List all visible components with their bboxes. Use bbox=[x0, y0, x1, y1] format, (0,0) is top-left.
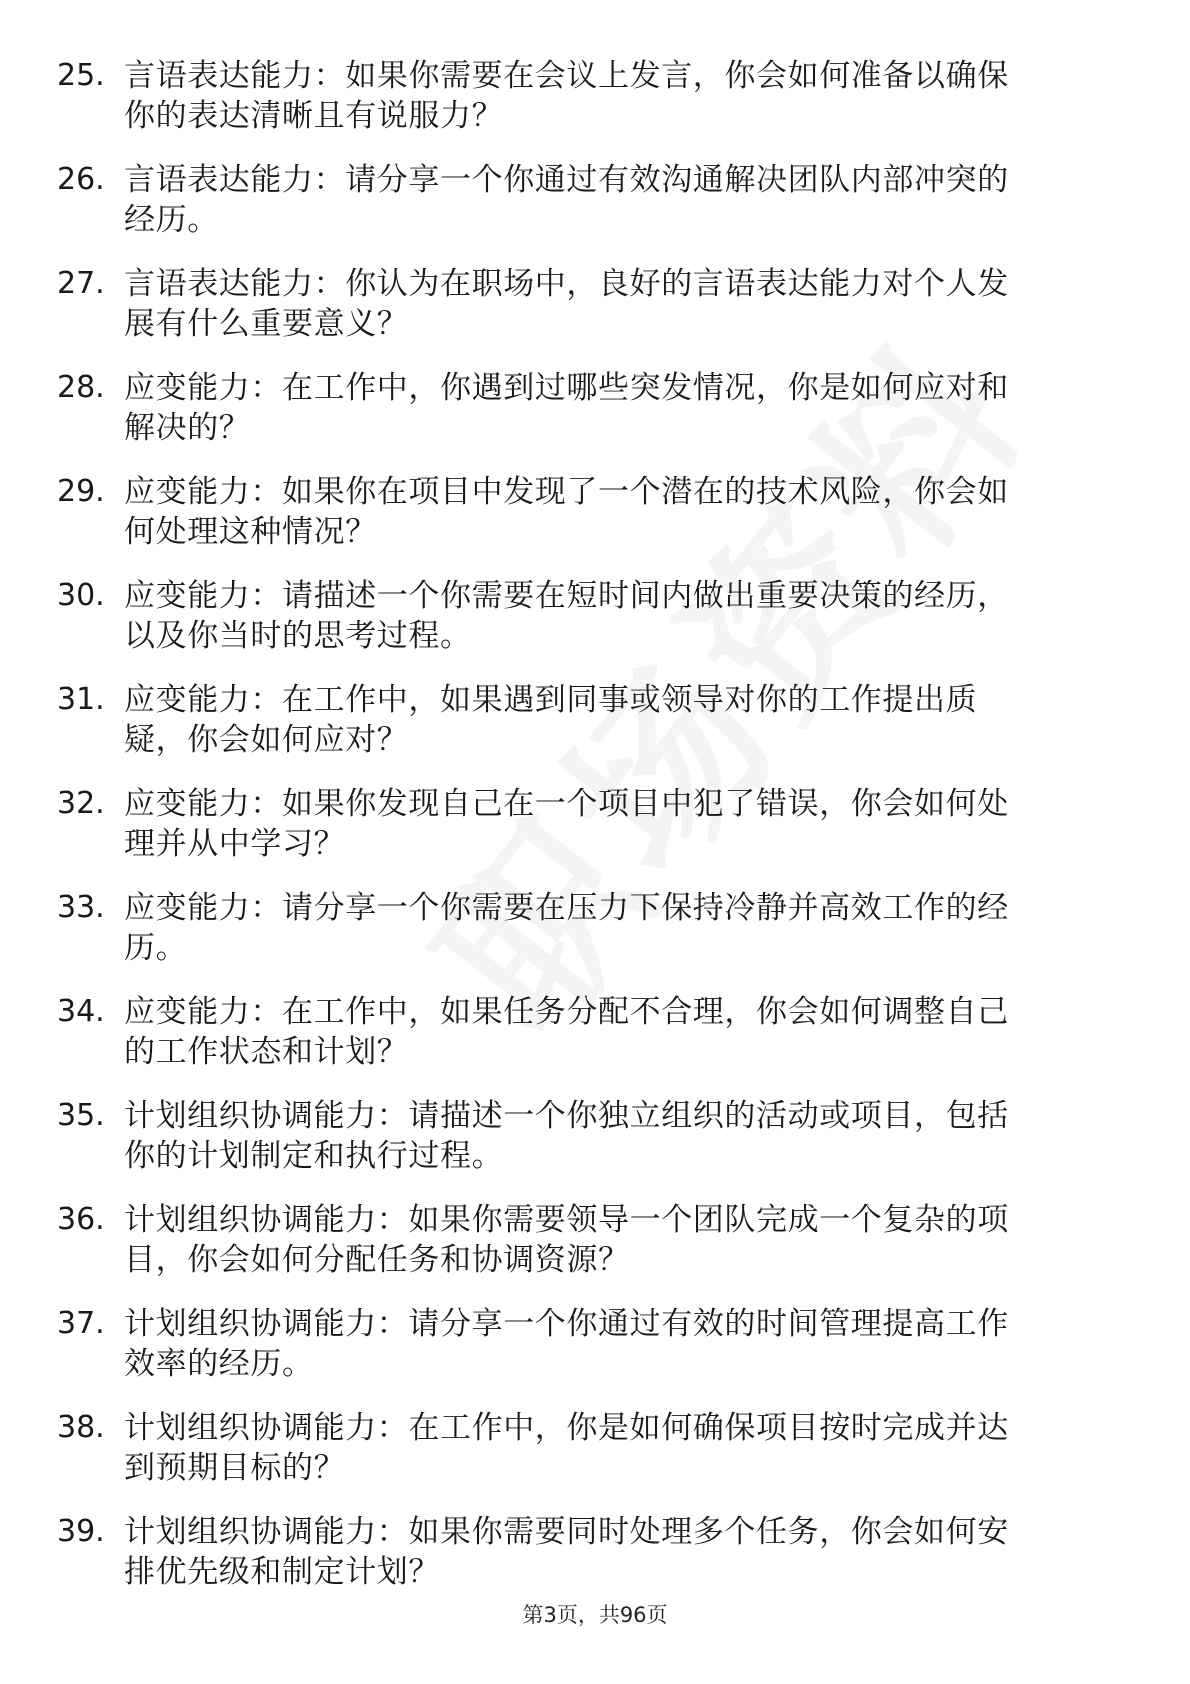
question-line: 经历。 bbox=[124, 202, 219, 238]
question-line: 历。 bbox=[124, 930, 188, 966]
question-number: 28. bbox=[57, 370, 105, 405]
question-line: 计划组织协调能力：在工作中，你是如何确保项目按时完成并达 bbox=[124, 1410, 1009, 1446]
question-text bbox=[124, 368, 1124, 448]
question-item bbox=[0, 784, 1190, 888]
question-text bbox=[124, 1200, 1124, 1280]
question-text bbox=[124, 1096, 1124, 1176]
question-line: 效率的经历。 bbox=[124, 1346, 314, 1382]
question-number: 27. bbox=[57, 266, 105, 301]
question-text bbox=[124, 1408, 1124, 1488]
question-text bbox=[124, 472, 1124, 552]
question-line: 应变能力：在工作中，你遇到过哪些突发情况，你是如何应对和 bbox=[124, 370, 1009, 406]
question-line: 言语表达能力：如果你需要在会议上发言，你会如何准备以确保 bbox=[124, 58, 1009, 94]
question-item bbox=[0, 56, 1190, 160]
question-line: 应变能力：在工作中，如果遇到同事或领导对你的工作提出质 bbox=[124, 682, 978, 718]
question-text bbox=[124, 160, 1124, 240]
question-number: 29. bbox=[57, 474, 105, 509]
question-text bbox=[124, 1512, 1124, 1592]
question-line: 应变能力：请描述一个你需要在短时间内做出重要决策的经历， bbox=[124, 578, 1009, 614]
question-number: 36. bbox=[57, 1202, 105, 1237]
question-line: 你的计划制定和执行过程。 bbox=[124, 1138, 504, 1174]
question-number: 25. bbox=[57, 58, 105, 93]
question-number: 31. bbox=[57, 682, 105, 717]
question-line: 到预期目标的？ bbox=[124, 1450, 346, 1486]
question-item bbox=[0, 1200, 1190, 1304]
question-item bbox=[0, 992, 1190, 1096]
question-number: 34. bbox=[57, 994, 105, 1029]
question-line: 计划组织协调能力：请描述一个你独立组织的活动或项目，包括 bbox=[124, 1098, 1009, 1134]
question-item bbox=[0, 576, 1190, 680]
question-number: 35. bbox=[57, 1098, 105, 1133]
page-number-label: 第3页，共96页 bbox=[522, 1603, 668, 1627]
question-line: 计划组织协调能力：如果你需要领导一个团队完成一个复杂的项 bbox=[124, 1202, 1009, 1238]
question-line: 应变能力：在工作中，如果任务分配不合理，你会如何调整自己 bbox=[124, 994, 1009, 1030]
question-line: 排优先级和制定计划？ bbox=[124, 1554, 440, 1590]
question-item bbox=[0, 680, 1190, 784]
question-number: 26. bbox=[57, 162, 105, 197]
question-number: 38. bbox=[57, 1410, 105, 1445]
question-line: 你的表达清晰且有说服力？ bbox=[124, 98, 504, 134]
question-line: 计划组织协调能力：如果你需要同时处理多个任务，你会如何安 bbox=[124, 1514, 1009, 1550]
question-item bbox=[0, 264, 1190, 368]
question-line: 言语表达能力：你认为在职场中，良好的言语表达能力对个人发 bbox=[124, 266, 1009, 302]
page-footer bbox=[0, 1601, 1190, 1629]
question-item bbox=[0, 1304, 1190, 1408]
question-line: 应变能力：如果你发现自己在一个项目中犯了错误，你会如何处 bbox=[124, 786, 1009, 822]
question-line: 展有什么重要意义？ bbox=[124, 306, 409, 342]
question-text bbox=[124, 992, 1124, 1072]
question-line: 解决的？ bbox=[124, 410, 251, 446]
question-number: 32. bbox=[57, 786, 105, 821]
question-text bbox=[124, 56, 1124, 136]
question-line: 疑，你会如何应对？ bbox=[124, 722, 409, 758]
question-number: 30. bbox=[57, 578, 105, 613]
question-number: 33. bbox=[57, 890, 105, 925]
question-line: 以及你当时的思考过程。 bbox=[124, 618, 472, 654]
question-line: 计划组织协调能力：请分享一个你通过有效的时间管理提高工作 bbox=[124, 1306, 1009, 1342]
question-number: 37. bbox=[57, 1306, 105, 1341]
question-text bbox=[124, 264, 1124, 344]
question-item bbox=[0, 1096, 1190, 1200]
question-item bbox=[0, 472, 1190, 576]
question-text bbox=[124, 888, 1124, 968]
question-text bbox=[124, 680, 1124, 760]
question-list bbox=[0, 56, 1190, 1616]
question-text bbox=[124, 576, 1124, 656]
question-line: 应变能力：如果你在项目中发现了一个潜在的技术风险，你会如 bbox=[124, 474, 1009, 510]
question-text bbox=[124, 1304, 1124, 1384]
question-text bbox=[124, 784, 1124, 864]
question-line: 应变能力：请分享一个你需要在压力下保持冷静并高效工作的经 bbox=[124, 890, 1009, 926]
question-line: 言语表达能力：请分享一个你通过有效沟通解决团队内部冲突的 bbox=[124, 162, 1009, 198]
question-item bbox=[0, 160, 1190, 264]
question-number: 39. bbox=[57, 1514, 105, 1549]
question-line: 目，你会如何分配任务和协调资源？ bbox=[124, 1242, 630, 1278]
question-line: 何处理这种情况？ bbox=[124, 514, 377, 550]
question-item bbox=[0, 368, 1190, 472]
question-line: 理并从中学习？ bbox=[124, 826, 346, 862]
question-line: 的工作状态和计划？ bbox=[124, 1034, 409, 1070]
question-item bbox=[0, 1408, 1190, 1512]
question-item bbox=[0, 888, 1190, 992]
